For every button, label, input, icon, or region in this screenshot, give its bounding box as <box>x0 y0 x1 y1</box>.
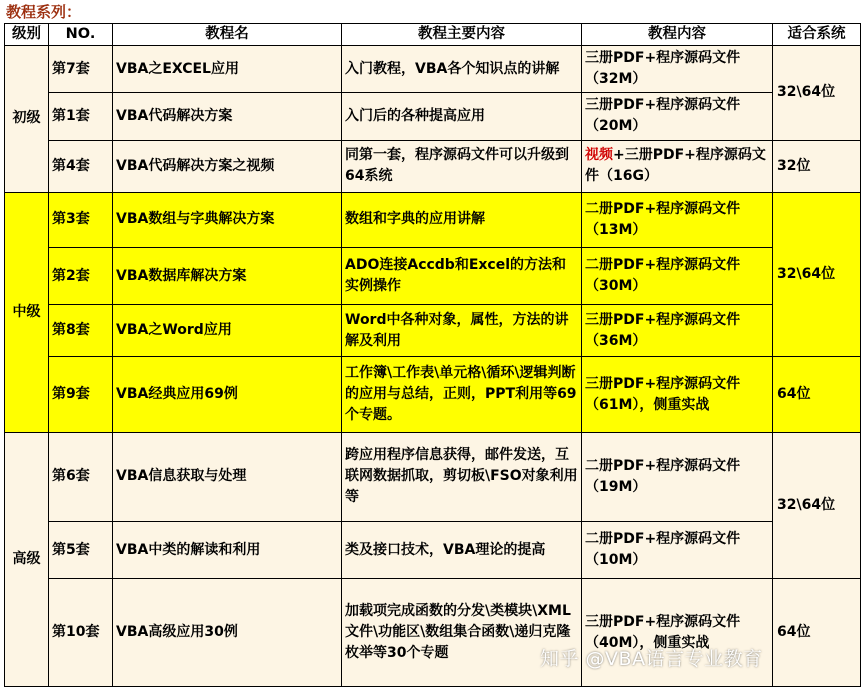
system-cell: 32\64位 <box>773 46 861 140</box>
row-name: VBA之EXCEL应用 <box>113 46 342 93</box>
row-content: ADO连接Accdb和Excel的方法和实例操作 <box>342 247 582 304</box>
row-content: 入门教程，VBA各个知识点的讲解 <box>342 46 582 93</box>
row-content: 数组和字典的应用讲解 <box>342 192 582 247</box>
system-cell: 32\64位 <box>773 192 861 357</box>
row-name: VBA数组与字典解决方案 <box>113 192 342 247</box>
row-package: 二册PDF+程序源码文件（30M） <box>582 247 773 304</box>
row-name: VBA代码解决方案之视频 <box>113 140 342 192</box>
row-no: 第3套 <box>49 192 113 247</box>
row-package: 二册PDF+程序源码文件（13M） <box>582 192 773 247</box>
row-no: 第8套 <box>49 305 113 357</box>
row-name: VBA信息获取与处理 <box>113 432 342 521</box>
row-content: 入门后的各种提高应用 <box>342 93 582 140</box>
row-package-text: +三册PDF+程序源码文件（16G） <box>585 147 766 185</box>
system-cell: 32\64位 <box>773 432 861 579</box>
video-highlight: 视频 <box>585 147 613 164</box>
row-no: 第10套 <box>49 579 113 687</box>
row-no: 第9套 <box>49 357 113 432</box>
tutorial-table <box>4 23 861 687</box>
system-cell: 64位 <box>773 357 861 432</box>
row-no: 第7套 <box>49 46 113 93</box>
system-cell: 64位 <box>773 579 861 687</box>
row-content: 类及接口技术，VBA理论的提高 <box>342 522 582 579</box>
row-no: 第4套 <box>49 140 113 192</box>
row-package: 三册PDF+程序源码文件（61M），侧重实战 <box>582 357 773 432</box>
watermark: 知乎 @VBA语言专业教育 <box>540 648 763 670</box>
row-package: 二册PDF+程序源码文件（19M） <box>582 432 773 521</box>
table-row <box>5 432 861 521</box>
row-name: VBA代码解决方案 <box>113 93 342 140</box>
table-row <box>5 192 861 247</box>
row-content: Word中各种对象，属性，方法的讲解及利用 <box>342 305 582 357</box>
row-package: 二册PDF+程序源码文件（10M） <box>582 522 773 579</box>
section-title: 教程系列： <box>6 3 82 21</box>
system-cell: 32位 <box>773 140 861 192</box>
row-content: 同第一套，程序源码文件可以升级到64系统 <box>342 140 582 192</box>
row-no: 第6套 <box>49 432 113 521</box>
row-name: VBA经典应用69例 <box>113 357 342 432</box>
row-package: 三册PDF+程序源码文件（36M） <box>582 305 773 357</box>
table-row <box>5 46 861 93</box>
header-package: 教程内容 <box>582 24 773 46</box>
row-content: 跨应用程序信息获得，邮件发送，互联网数据抓取，剪切板\FSO对象利用等 <box>342 432 582 521</box>
row-name: VBA之Word应用 <box>113 305 342 357</box>
header-row <box>5 24 861 46</box>
table-row <box>5 247 861 304</box>
row-package: 三册PDF+程序源码文件（40M），侧重实战 <box>582 579 773 687</box>
table-row <box>5 140 861 192</box>
header-content: 教程主要内容 <box>342 24 582 46</box>
level-cell: 高级 <box>5 432 49 686</box>
row-content: 工作簿\工作表\单元格\循环\逻辑判断的应用与总结，正则，PPT利用等69个专题。 <box>342 357 582 432</box>
row-package: 三册PDF+程序源码文件（32M） <box>582 46 773 93</box>
table-row <box>5 93 861 140</box>
row-package: 三册PDF+程序源码文件（20M） <box>582 93 773 140</box>
level-cell: 初级 <box>5 46 49 193</box>
header-name: 教程名 <box>113 24 342 46</box>
row-name: VBA数据库解决方案 <box>113 247 342 304</box>
row-name: VBA高级应用30例 <box>113 579 342 687</box>
table-row <box>5 305 861 357</box>
level-cell: 中级 <box>5 192 49 432</box>
row-package <box>582 140 773 192</box>
table-row <box>5 522 861 579</box>
row-no: 第1套 <box>49 93 113 140</box>
row-name: VBA中类的解读和利用 <box>113 522 342 579</box>
row-content: 加载项完成函数的分发\类模块\XML文件\功能区\数组集合函数\递归克隆枚举等30个专题 <box>342 579 582 687</box>
header-system: 适合系统 <box>773 24 861 46</box>
header-no: NO. <box>49 24 113 46</box>
row-no: 第2套 <box>49 247 113 304</box>
table-row <box>5 357 861 432</box>
row-no: 第5套 <box>49 522 113 579</box>
header-level: 级别 <box>5 24 49 46</box>
